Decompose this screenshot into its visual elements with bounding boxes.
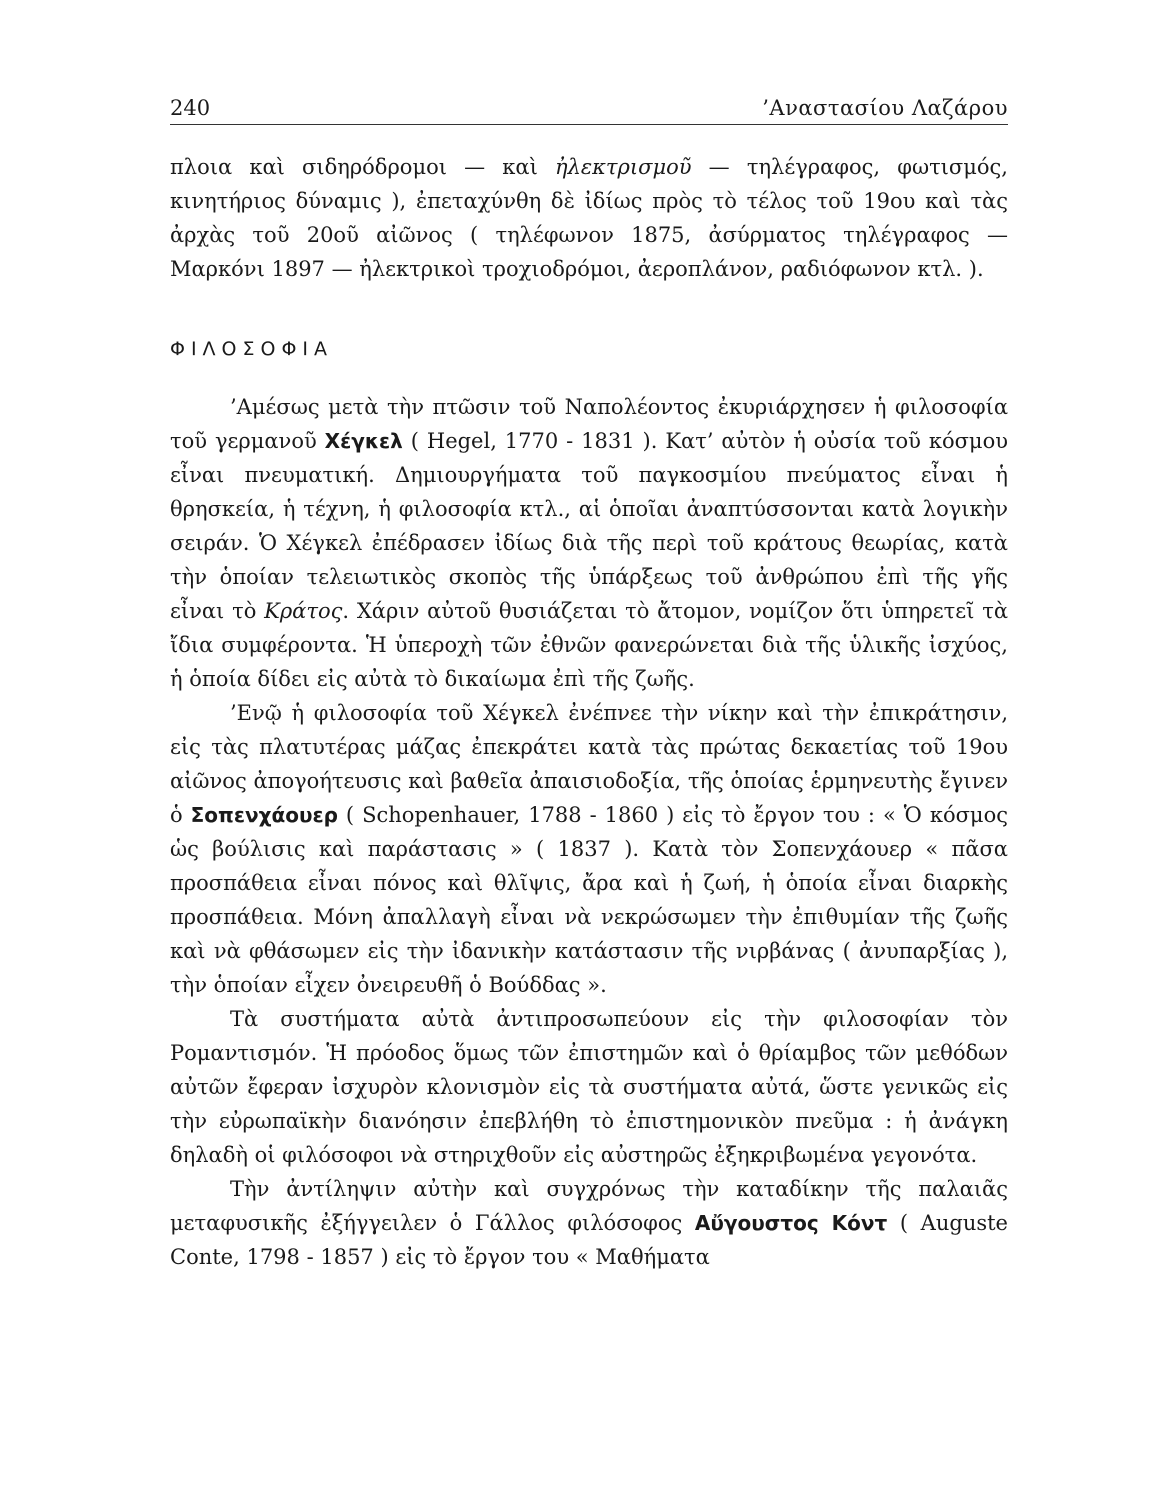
body-text bbox=[170, 150, 1008, 1274]
paragraph-comte bbox=[170, 1172, 1008, 1274]
paragraph-3-text-1: ’Ενῷ ἡ φιλοσοφία τοῦ Χέγκελ ἐνέπνεε τὴν νίκην καὶ τὴν ἐπικράτησιν, εἰς τὰς πλατυτέρας μάζας ἐπεκράτει κατὰ τὰς πρώτας δεκαετίας τοῦ 19ου αἰῶνος ἀπογοήτευσις καὶ βαθεῖα ἀπαισιοδοξία, τῆς ὁποίας ἑρμηνευτὴς ἔγινεν ὁ bbox=[170, 701, 1008, 827]
paragraph-continuation bbox=[170, 150, 1008, 286]
emphasis-electricity: ἠλεκτρισμοῦ bbox=[554, 155, 692, 179]
paragraph-3-text-2: ( Schopenhauer, 1788 - 1860 ) εἰς τὸ ἔργον του : « Ὁ κόσμος ὡς βούλισις καὶ παράστασις » ( 1837 ). Κατὰ τὸν Σοπενχάουερ « πᾶσα προσπάθεια εἶναι πόνος καὶ θλῖψις, ἄρα καὶ ἡ ζωή, ἡ ὁποία εἶναι διαρκὴς προσπάθεια. Μόνη ἀπαλλαγὴ εἶναι νὰ νεκρώσωμεν τὴν ἐπιθυμίαν τῆς ζωῆς καὶ νὰ φθάσωμεν εἰς τὴν ἰδανικὴν κατάστασιν τῆς νιρβάνας ( ἀνυπαρξίας ), τὴν ὁποίαν εἶχεν ὀνειρευθῆ ὁ Βούδδας ». bbox=[170, 803, 1008, 997]
paragraph-romanticism bbox=[170, 1002, 1008, 1172]
name-hegel: Χέγκελ bbox=[324, 429, 403, 453]
paragraph-schopenhauer bbox=[170, 696, 1008, 1002]
section-heading: ΦΙΛΟΣΟΦΙΑ bbox=[170, 338, 334, 360]
emphasis-state: Κράτος bbox=[264, 599, 343, 623]
running-head: ’Αναστασίου Λαζάρου bbox=[762, 96, 1008, 120]
paragraph-2-text-3: . Χάριν αὐτοῦ θυσιάζεται τὸ ἄτομον, νομίζον ὅτι ὑπηρετεῖ τὰ ἴδια συμφέροντα. Ἡ ὑπεροχὴ τῶν ἐθνῶν φανερώνεται διὰ τῆς ὑλικῆς ἰσχύος, ἡ ὁποία δίδει εἰς αὐτὰ τὸ δικαίωμα ἐπὶ τῆς ζωῆς. bbox=[170, 599, 1008, 691]
paragraph-5-text-1: Τὴν ἀντίληψιν αὐτὴν καὶ συγχρόνως τὴν καταδίκην τῆς παλαιᾶς μεταφυσικῆς ἐξήγγειλεν ὁ Γάλλος φιλόσοφος bbox=[170, 1177, 1008, 1235]
paragraph-4-text: Τὰ συστήματα αὐτὰ ἀντιπροσωπεύουν εἰς τὴν φιλοσοφίαν τὸν Ρομαντισμόν. Ἡ πρόοδος ὅμως τῶν ἐπιστημῶν καὶ ὁ θρίαμβος τῶν μεθόδων αὐτῶν ἔφεραν ἰσχυρὸν κλονισμὸν εἰς τὰ συστήματα αὐτά, ὥστε γενικῶς εἰς τὴν εὐρωπαϊκὴν διανόησιν ἐπεβλήθη τὸ ἐπιστημονικὸν πνεῦμα : ἡ ἀνάγκη δηλαδὴ οἱ φιλόσοφοι νὰ στηριχθοῦν εἰς αὐστηρῶς ἐξηκριβωμένα γεγονότα. bbox=[170, 1007, 1008, 1167]
paragraph-5-text-2: ( Auguste Conte, 1798 - 1857 ) εἰς τὸ ἔργον του « Μαθήματα bbox=[170, 1211, 1008, 1269]
page-number: 240 bbox=[170, 96, 211, 120]
name-comte: Αὔγουστος Κόντ bbox=[694, 1211, 888, 1235]
paragraph-hegel bbox=[170, 390, 1008, 696]
paragraph-2-text-1: ’Αμέσως μετὰ τὴν πτῶσιν τοῦ Ναπολέοντος ἐκυριάρχησεν ἡ φιλοσοφία τοῦ γερμανοῦ bbox=[170, 395, 1008, 453]
paragraph-1-text-2: — τηλέγραφος, φωτισμός, κινητήριος δύναμις ), ἐπεταχύνθη δὲ ἰδίως πρὸς τὸ τέλος τοῦ 19ου καὶ τὰς ἀρχὰς τοῦ 20οῦ αἰῶνος ( τηλέφωνον 1875, ἀσύρματος τηλέγραφος — Μαρκόνι 1897 — ἠλεκτρικοὶ τροχιοδρόμοι, ἀεροπλάνον, ραδιόφωνον κτλ. ). bbox=[170, 155, 1008, 281]
paragraph-1-text-1: πλοια καὶ σιδηρόδρομοι — καὶ bbox=[170, 155, 555, 179]
page-header bbox=[170, 96, 1008, 125]
name-schopenhauer: Σοπενχάουερ bbox=[190, 803, 338, 827]
paragraph-2-text-2: ( Hegel, 1770 - 1831 ). Κατ’ αὐτὸν ἡ οὐσία τοῦ κόσμου εἶναι πνευματική. Δημιουργήματα τοῦ παγκοσμίου πνεύματος εἶναι ἡ θρησκεία, ἡ τέχνη, ἡ φιλοσοφία κτλ., αἱ ὁποῖαι ἀναπτύσσονται κατὰ λογικὴν σειράν. Ὁ Χέγκελ ἐπέδρασεν ἰδίως διὰ τῆς περὶ τοῦ κράτους θεωρίας, κατὰ τὴν ὁποίαν τελειωτικὸς σκοπὸς τῆς ὑπάρξεως τοῦ ἀνθρώπου ἐπὶ τῆς γῆς εἶναι τὸ bbox=[170, 429, 1008, 623]
